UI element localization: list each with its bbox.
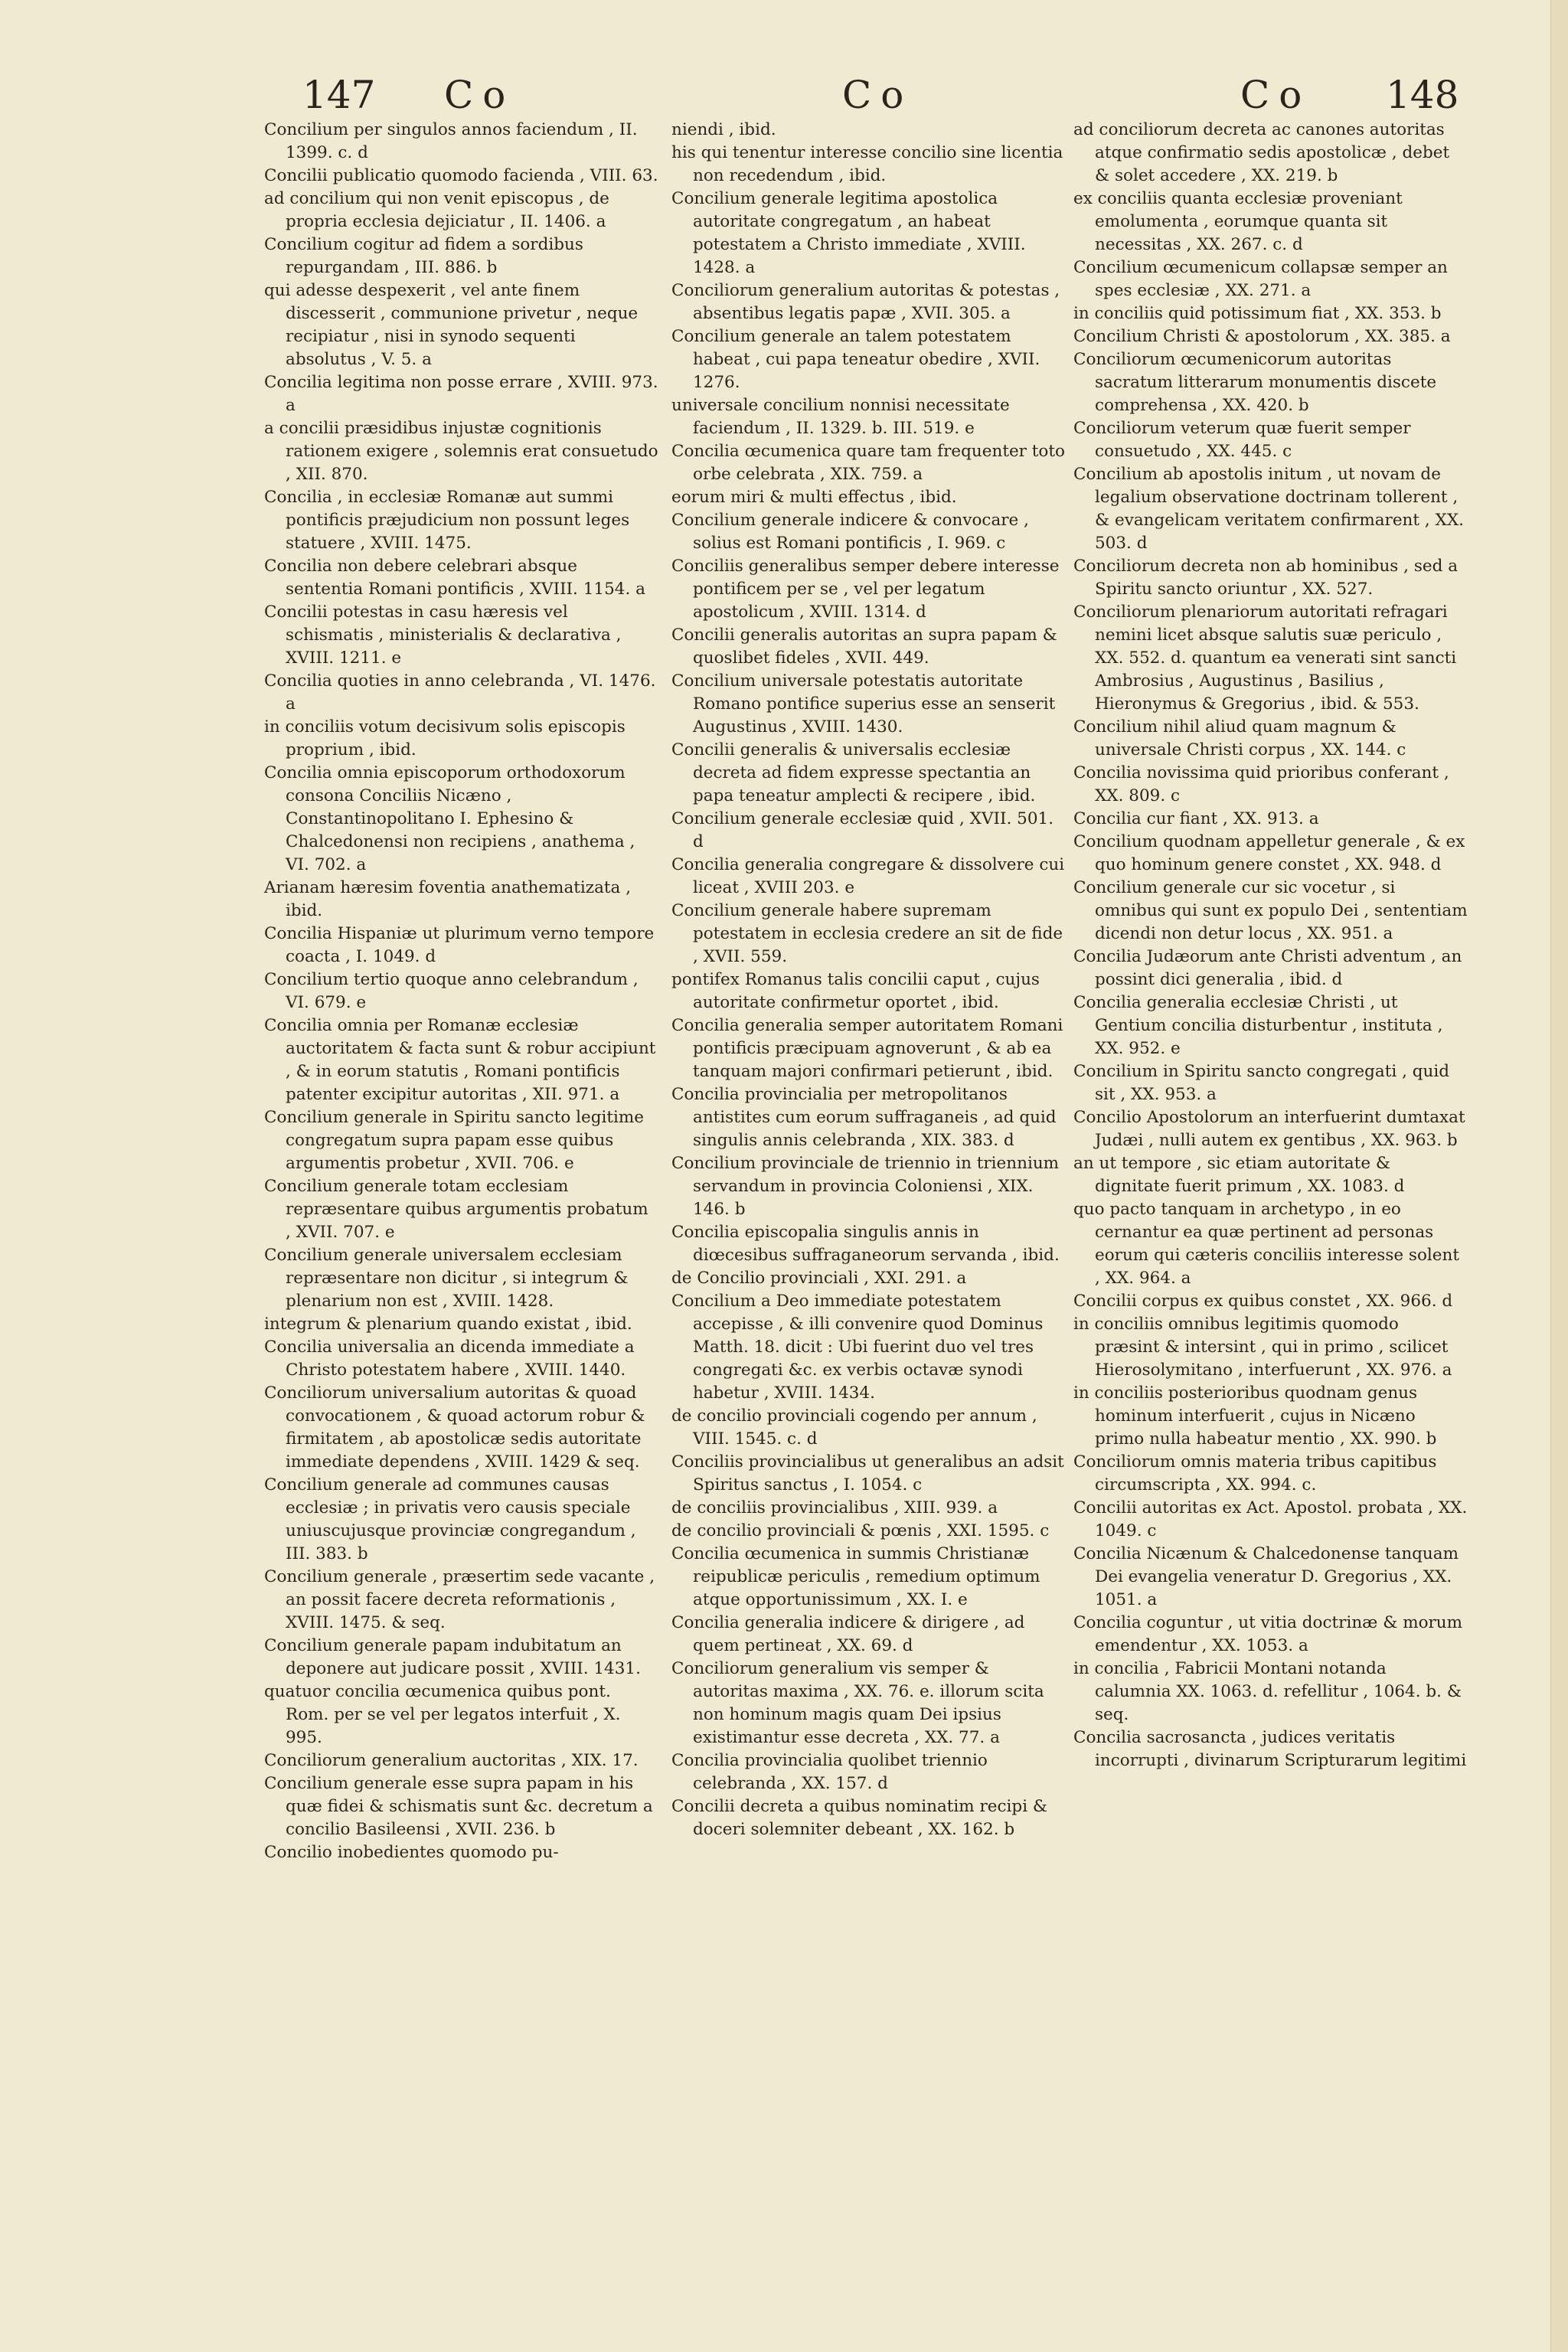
index-entry: an ut tempore , sic etiam autoritate & dignitate fuerit primum , XX. 1083. d <box>1073 1154 1405 1196</box>
index-entry: Concilia episcopalia singulis annis in diœcesibus suffraganeorum servanda , ibid. <box>671 1223 1060 1265</box>
index-entry: Concilia coguntur , ut vitia doctrinæ & morum emendentur , XX. 1053. a <box>1073 1613 1463 1655</box>
index-entry: Concilium generale cur sic vocetur , si omnibus qui sunt ex populo Dei , sententiam dicendi non detur locus , XX. 951. a <box>1073 878 1468 943</box>
index-entry: pontifex Romanus talis concilii caput , cujus autoritate confirmetur oportet , ibid. <box>671 970 1040 1012</box>
running-head <box>0 73 1568 119</box>
index-entry: Concilia omnia per Romanæ ecclesiæ auctoritatem & facta sunt & robur accipiunt , & in eorum statutis , Romani pontificis patenter excipitur autoritas , XII. 971. a <box>264 1016 656 1104</box>
index-entry: Concilium generale an talem potestatem habeat , cui papa teneatur obedire , XVII. 1276. <box>671 327 1040 392</box>
index-entry: Concilia Judæorum ante Christi adventum , an possint dici generalia , ibid. d <box>1073 947 1462 989</box>
index-entry: Concilium œcumenicum collapsæ semper an spes ecclesiæ , XX. 271. a <box>1073 258 1448 300</box>
index-entry: Concilium quodnam appelletur generale , & ex quo hominum genere constet , XX. 948. d <box>1073 832 1465 874</box>
index-entry: Concilia generalia indicere & dirigere , ad quem pertineat , XX. 69. d <box>671 1613 1025 1655</box>
index-entry: in conciliis votum decisivum solis episcopis proprium , ibid. <box>264 717 626 760</box>
index-entry: in concilia , Fabricii Montani notanda calumnia XX. 1063. d. refellitur , 1064. b. & seq. <box>1073 1659 1462 1724</box>
index-entry: Concilio inobedientes quomodo pu- <box>264 1843 559 1862</box>
index-entry: Concilia omnia episcoporum orthodoxorum consona Conciliis Nicæno , Constantinopolitano I. Ephesino & Chalcedonensi non recipiens , anathema , VI. 702. a <box>264 763 635 874</box>
running-head-left: Co <box>444 73 515 117</box>
running-head-right: Co <box>1240 73 1312 117</box>
index-entry: Concilia provincialia quolibet triennio celebranda , XX. 157. d <box>671 1751 988 1793</box>
index-entry: niendi , ibid. <box>671 120 776 139</box>
index-entry: Concilia quoties in anno celebranda , VI. 1476. a <box>264 671 656 714</box>
index-entry: Conciliorum veterum quæ fuerit semper consuetudo , XX. 445. c <box>1073 419 1411 461</box>
index-entry: Concilium per singulos annos faciendum , II. 1399. c. d <box>264 120 638 162</box>
index-entry: Concilium generale universalem ecclesiam repræsentare non dicitur , si integrum & plenarium non est , XVIII. 1428. <box>264 1246 629 1311</box>
index-entry: Conciliis provincialibus ut generalibus an adsit Spiritus sanctus , I. 1054. c <box>671 1452 1064 1494</box>
index-entry: Concilium ab apostolis initum , ut novam de legalium observatione doctrinam tollerent , & evangelicam veritatem confirmarent , XX. 503. d <box>1073 465 1464 553</box>
index-entry: de conciliis provincialibus , XIII. 939. a <box>671 1498 998 1517</box>
index-entry: Concilia generalia semper autoritatem Romani pontificis præcipuam agnoverunt , & ab ea tanquam majori confirmari petierunt , ibid. <box>671 1016 1063 1081</box>
index-entry: Concilii publicatio quomodo facienda , VIII. 63. <box>264 166 658 185</box>
index-entry: de Concilio provinciali , XXI. 291. a <box>671 1269 967 1288</box>
index-entry: Concilium generale habere supremam potestatem in ecclesia credere an sit de fide , XVII. 559. <box>671 901 1063 966</box>
index-entry: Concilium generale esse supra papam in his quæ fidei & schismatis sunt &c. decretum a concilio Basileensi , XVII. 236. b <box>264 1774 653 1839</box>
page-number-right: 148 <box>1386 73 1459 117</box>
index-entry: Concilii decreta a quibus nominatim recipi & doceri solemniter debeant , XX. 162. b <box>671 1797 1048 1839</box>
index-entry: Concilium generale ad communes causas ecclesiæ ; in privatis vero causis speciale uniuscujusque provinciæ congregandum , III. 383. b <box>264 1475 636 1563</box>
index-entry: Concilii generalis & universalis ecclesiæ decreta ad fidem expresse spectantia an papa teneatur amplecti & recipere , ibid. <box>671 740 1036 805</box>
index-entry: Concilio Apostolorum an interfuerint dumtaxat Judæi , nulli autem ex gentibus , XX. 963. b <box>1073 1108 1465 1150</box>
index-entry: Conciliorum plenariorum autoritati refragari nemini licet absque salutis suæ periculo , XX. 552. d. quantum ea venerati sint sancti Ambrosius , Augustinus , Basilius , Hieronymus & Gregorius , ibid. & 553. <box>1073 603 1457 714</box>
index-entry: Concilium in Spiritu sancto congregati , quid sit , XX. 953. a <box>1073 1062 1449 1104</box>
index-entry: Concilia generalia congregare & dissolvere cui liceat , XVIII 203. e <box>671 855 1065 897</box>
index-entry: Concilium generale ecclesiæ quid , XVII. 501. d <box>671 809 1054 851</box>
index-entry: Concilium provinciale de triennio in triennium servandum in provincia Coloniensi , XIX. 146. b <box>671 1154 1060 1219</box>
index-entry: quo pacto tanquam in archetypo , in eo cernantur ea quæ pertinent ad personas eorum qui cæteris conciliis interesse solent , XX. 964. a <box>1073 1200 1459 1288</box>
index-entry: ad conciliorum decreta ac canones autoritas atque confirmatio sedis apostolicæ , debet & solet accedere , XX. 219. b <box>1073 120 1450 185</box>
index-entry: a concilii præsidibus injustæ cognitionis rationem exigere , solemnis erat consuetudo , XII. 870. <box>264 419 658 484</box>
index-entry: Concilii generalis autoritas an supra papam & quoslibet fideles , XVII. 449. <box>671 626 1057 668</box>
index-entry: in conciliis quid potissimum fiat , XX. 353. b <box>1073 304 1442 323</box>
index-entry: Concilia Hispaniæ ut plurimum verno tempore coacta , I. 1049. d <box>264 924 655 966</box>
index-entry: ad concilium qui non venit episcopus , de propria ecclesia dejiciatur , II. 1406. a <box>264 189 609 231</box>
index-entry: Concilia generalia ecclesiæ Christi , ut Gentium concilia disturbentur , instituta , XX. 952. e <box>1073 993 1443 1058</box>
page-edge <box>1550 0 1568 2352</box>
index-entry: Concilium generale indicere & convocare , solius est Romani pontificis , I. 969. c <box>671 511 1029 553</box>
index-entry: Concilia œcumenica in summis Christianæ reipublicæ periculis , remedium optimum atque opportunissimum , XX. I. e <box>671 1544 1040 1609</box>
index-entry: Concilia , in ecclesiæ Romanæ aut summi pontificis præjudicium non possunt leges statuere , XVIII. 1475. <box>264 488 630 553</box>
index-entry: Concilium generale , præsertim sede vacante , an possit facere decreta reformationis , XVIII. 1475. & seq. <box>264 1567 655 1632</box>
index-entry: Concilia Nicænum & Chalcedonense tanquam Dei evangelia veneratur D. Gregorius , XX. 1051. a <box>1073 1544 1459 1609</box>
index-entry: Concilium generale legitima apostolica autoritate congregatum , an habeat potestatem a Christo immediate , XVIII. 1428. a <box>671 189 1026 277</box>
index-entry: Conciliorum decreta non ab hominibus , sed a Spiritu sancto oriuntur , XX. 527. <box>1073 557 1459 599</box>
index-entry: Concilia non debere celebrari absque sententia Romani pontificis , XVIII. 1154. a <box>264 557 645 599</box>
index-entry: Concilium cogitur ad fidem a sordibus repurgandam , III. 886. b <box>264 235 583 277</box>
index-entry: Concilii corpus ex quibus constet , XX. 966. d <box>1073 1292 1453 1311</box>
index-entry: Concilia universalia an dicenda immediate a Christo potestatem habere , XVIII. 1440. <box>264 1338 635 1380</box>
index-entry: Concilium Christi & apostolorum , XX. 385. a <box>1073 327 1451 346</box>
index-entry: ex conciliis quanta ecclesiæ proveniant emolumenta , eorumque quanta sit necessitas , XX. 267. c. d <box>1073 189 1403 254</box>
index-entry: Concilium universale potestatis autoritate Romano pontifice superius esse an senserit Augustinus , XVIII. 1430. <box>671 671 1056 737</box>
index-entry: de concilio provinciali cogendo per annum , VIII. 1545. c. d <box>671 1406 1037 1449</box>
index-entry: Concilium a Deo immediate potestatem accepisse , & illi convenire quod Dominus Matth. 18. dicit : Ubi fuerint duo vel tres congregati &c. ex verbis octavæ synodi habetur , XVIII. 1434. <box>671 1292 1044 1403</box>
index-entry: Concilia cur fiant , XX. 913. a <box>1073 809 1319 828</box>
index-entry: Conciliis generalibus semper debere interesse pontificem per se , vel per legatum apostolicum , XVIII. 1314. d <box>671 557 1060 622</box>
index-entry: integrum & plenarium quando existat , ibid. <box>264 1315 632 1334</box>
index-entry: Conciliorum generalium autoritas & potestas , absentibus legatis papæ , XVII. 305. a <box>671 281 1060 323</box>
index-entry: qui adesse despexerit , vel ante finem discesserit , communione privetur , neque recipiatur , nisi in synodo sequenti absolutus , V. 5. a <box>264 281 639 369</box>
index-entry: Concilii potestas in casu hæresis vel schismatis , ministerialis & declarativa , XVIII. 1211. e <box>264 603 622 668</box>
index-entry: universale concilium nonnisi necessitate faciendum , II. 1329. b. III. 519. e <box>671 396 1010 438</box>
index-entry: Concilium nihil aliud quam magnum & universale Christi corpus , XX. 144. c <box>1073 717 1406 760</box>
index-entry: Conciliorum generalium vis semper & autoritas maxima , XX. 76. e. illorum scita non hominum magis quam Dei ipsius existimantur esse decreta , XX. 77. a <box>671 1659 1044 1747</box>
index-entry: Concilium generale papam indubitatum an deponere aut judicare possit , XVIII. 1431. <box>264 1636 641 1678</box>
page-number-left: 147 <box>302 73 376 117</box>
index-entry: Concilium generale in Spiritu sancto legitime congregatum supra papam esse quibus argumentis probetur , XVII. 706. e <box>264 1108 644 1173</box>
index-entry: quatuor concilia œcumenica quibus pont. Rom. per se vel per legatos interfuit , X. 995. <box>264 1682 621 1747</box>
index-entry: eorum miri & multi effectus , ibid. <box>671 488 957 507</box>
index-entry: his qui tenentur interesse concilio sine licentia non recedendum , ibid. <box>671 143 1063 185</box>
index-entry: Conciliorum generalium auctoritas , XIX. 17. <box>264 1751 639 1770</box>
index-entry: in conciliis omnibus legitimis quomodo præsint & intersint , qui in primo , scilicet Hierosolymitano , interfuerunt , XX. 976. a <box>1073 1315 1452 1380</box>
index-column-1 <box>264 119 658 1864</box>
index-entry: Arianam hæresim foventia anathematizata , ibid. <box>264 878 632 920</box>
index-entry: Concilium generale totam ecclesiam repræsentare quibus argumentis probatum , XVII. 707. e <box>264 1177 648 1242</box>
index-entry: de concilio provinciali & pœnis , XXI. 1595. c <box>671 1521 1050 1540</box>
running-head-middle: Co <box>842 73 913 117</box>
index-entry: Concilia legitima non posse errare , XVIII. 973. a <box>264 373 658 415</box>
index-entry: Conciliorum omnis materia tribus capitibus circumscripta , XX. 994. c. <box>1073 1452 1437 1494</box>
index-entry: Concilia novissima quid prioribus conferant , XX. 809. c <box>1073 763 1449 805</box>
index-entry: Concilia provincialia per metropolitanos antistites cum eorum suffraganeis , ad quid singulis annis celebranda , XIX. 383. d <box>671 1085 1057 1150</box>
index-entry: Conciliorum universalium autoritas & quoad convocationem , & quoad actorum robur & firmitatem , ab apostolicæ sedis autoritate immediate dependens , XVIII. 1429 & seq. <box>264 1383 645 1472</box>
index-entry: Concilii autoritas ex Act. Apostol. probata , XX. 1049. c <box>1073 1498 1468 1540</box>
index-entry: Concilia sacrosancta , judices veritatis incorrupti , divinarum Scripturarum legitimi <box>1073 1728 1467 1770</box>
index-entry: Concilia œcumenica quare tam frequenter toto orbe celebrata , XIX. 759. a <box>671 442 1065 484</box>
index-entry: in conciliis posterioribus quodnam genus hominum interfuerit , cujus in Nicæno primo nulla habeatur mentio , XX. 990. b <box>1073 1383 1437 1449</box>
index-column-3 <box>1073 119 1468 1772</box>
index-entry: Concilium tertio quoque anno celebrandum , VI. 679. e <box>264 970 639 1012</box>
index-entry: Conciliorum œcumenicorum autoritas sacratum litterarum monumentis discete comprehensa , XX. 420. b <box>1073 350 1437 415</box>
index-column-2 <box>671 119 1066 1841</box>
